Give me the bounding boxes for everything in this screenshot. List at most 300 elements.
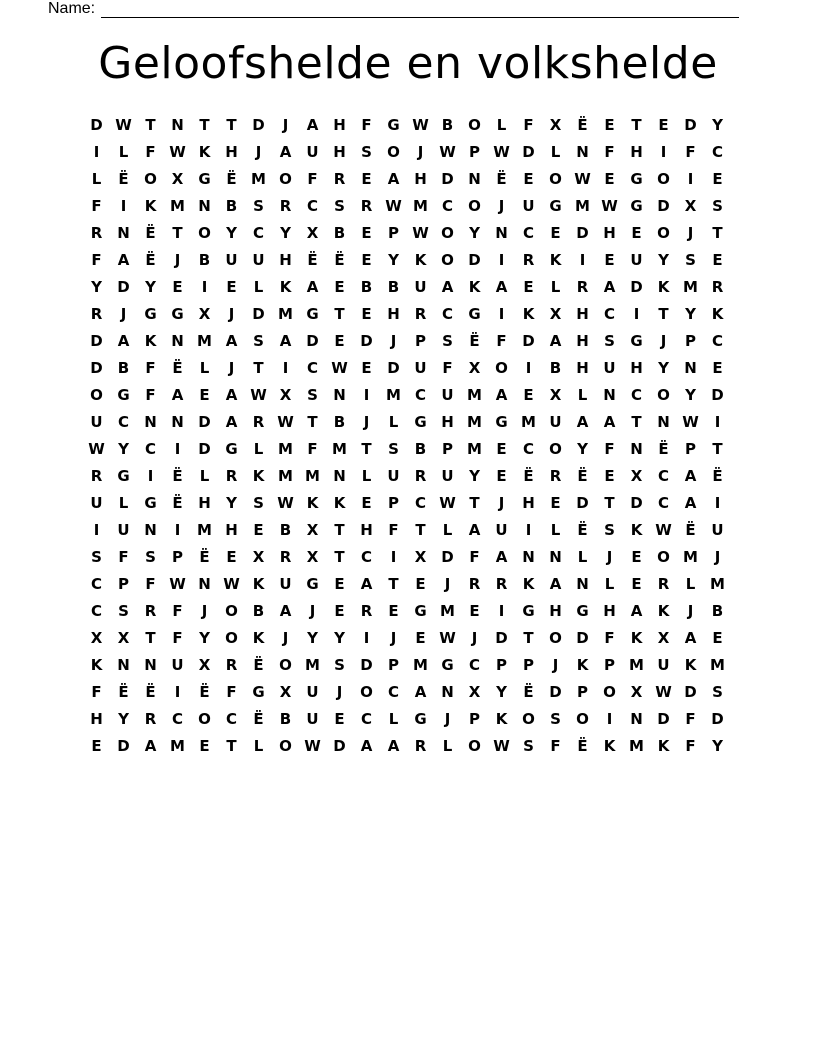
grid-letter[interactable]: L xyxy=(550,143,561,161)
grid-letter[interactable]: K xyxy=(657,737,670,755)
grid-letter[interactable]: C xyxy=(387,683,399,701)
grid-letter[interactable]: O xyxy=(441,224,454,242)
grid-letter[interactable]: O xyxy=(468,197,481,215)
grid-letter[interactable]: C xyxy=(522,224,534,242)
grid-letter[interactable]: H xyxy=(603,224,616,242)
grid-letter[interactable]: C xyxy=(657,494,669,512)
grid-letter[interactable]: U xyxy=(279,575,292,593)
grid-letter[interactable]: G xyxy=(306,575,319,593)
grid-letter[interactable]: A xyxy=(279,602,292,620)
grid-letter[interactable]: D xyxy=(198,440,211,458)
grid-letter[interactable]: R xyxy=(90,305,103,323)
grid-letter[interactable]: H xyxy=(333,143,346,161)
grid-letter[interactable]: G xyxy=(387,116,400,134)
grid-letter[interactable]: U xyxy=(306,710,319,728)
grid-letter[interactable]: G xyxy=(171,305,184,323)
grid-letter[interactable]: E xyxy=(361,494,372,512)
grid-letter[interactable]: A xyxy=(684,494,697,512)
grid-letter[interactable]: F xyxy=(685,143,696,161)
grid-letter[interactable]: Ë xyxy=(253,710,264,728)
grid-letter[interactable]: T xyxy=(415,521,426,539)
grid-letter[interactable]: W xyxy=(493,143,510,161)
grid-letter[interactable]: P xyxy=(118,575,129,593)
grid-letter[interactable]: M xyxy=(575,197,590,215)
grid-letter[interactable]: L xyxy=(550,521,561,539)
grid-letter[interactable]: K xyxy=(279,278,292,296)
grid-letter[interactable]: J xyxy=(714,548,721,566)
grid-letter[interactable]: P xyxy=(496,656,507,674)
grid-letter[interactable]: E xyxy=(496,467,507,485)
grid-letter[interactable]: W xyxy=(412,116,429,134)
grid-letter[interactable]: X xyxy=(117,629,130,647)
grid-letter[interactable]: Y xyxy=(118,710,129,728)
grid-letter[interactable]: O xyxy=(576,710,589,728)
grid-letter[interactable]: X xyxy=(684,197,697,215)
grid-letter[interactable]: W xyxy=(574,170,591,188)
grid-letter[interactable]: T xyxy=(145,629,156,647)
grid-letter[interactable]: M xyxy=(683,548,698,566)
grid-letter[interactable]: G xyxy=(225,440,238,458)
grid-letter[interactable]: J xyxy=(390,629,397,647)
grid-letter[interactable]: N xyxy=(630,710,643,728)
grid-letter[interactable]: R xyxy=(522,251,535,269)
grid-letter[interactable]: F xyxy=(118,548,129,566)
grid-letter[interactable]: J xyxy=(390,332,397,350)
grid-letter[interactable]: O xyxy=(198,224,211,242)
grid-letter[interactable]: I xyxy=(498,602,505,620)
grid-letter[interactable]: A xyxy=(495,278,508,296)
grid-letter[interactable]: O xyxy=(657,170,670,188)
grid-letter[interactable]: D xyxy=(576,224,589,242)
grid-letter[interactable]: D xyxy=(198,413,211,431)
grid-letter[interactable]: X xyxy=(171,170,184,188)
grid-letter[interactable]: E xyxy=(631,224,642,242)
grid-letter[interactable]: T xyxy=(388,575,399,593)
grid-letter[interactable]: S xyxy=(253,494,264,512)
grid-letter[interactable]: E xyxy=(361,224,372,242)
grid-letter[interactable]: D xyxy=(549,683,562,701)
grid-letter[interactable]: K xyxy=(684,656,697,674)
grid-letter[interactable]: O xyxy=(495,359,508,377)
grid-letter[interactable]: J xyxy=(444,710,451,728)
grid-letter[interactable]: U xyxy=(306,683,319,701)
grid-letter[interactable]: W xyxy=(169,575,186,593)
grid-letter[interactable]: A xyxy=(360,575,373,593)
grid-letter[interactable]: F xyxy=(604,143,615,161)
grid-letter[interactable]: Ë xyxy=(469,332,480,350)
grid-letter[interactable]: U xyxy=(603,359,616,377)
grid-letter[interactable]: O xyxy=(144,170,157,188)
grid-letter[interactable]: Ë xyxy=(496,170,507,188)
grid-letter[interactable]: S xyxy=(91,548,102,566)
grid-letter[interactable]: U xyxy=(630,251,643,269)
grid-letter[interactable]: W xyxy=(493,737,510,755)
grid-letter[interactable]: O xyxy=(603,683,616,701)
grid-letter[interactable]: F xyxy=(91,197,102,215)
grid-letter[interactable]: O xyxy=(360,683,373,701)
grid-letter[interactable]: X xyxy=(306,224,319,242)
grid-letter[interactable]: L xyxy=(199,359,210,377)
grid-letter[interactable]: T xyxy=(658,305,669,323)
grid-letter[interactable]: K xyxy=(549,251,562,269)
grid-letter[interactable]: S xyxy=(361,143,372,161)
grid-letter[interactable]: M xyxy=(629,737,644,755)
grid-letter[interactable]: F xyxy=(388,521,399,539)
grid-letter[interactable]: T xyxy=(469,494,480,512)
grid-letter[interactable]: J xyxy=(444,575,451,593)
grid-letter[interactable]: K xyxy=(576,656,589,674)
grid-letter[interactable]: U xyxy=(711,521,724,539)
grid-letter[interactable]: U xyxy=(414,359,427,377)
grid-letter[interactable]: J xyxy=(174,251,181,269)
grid-letter[interactable]: J xyxy=(255,143,262,161)
grid-letter[interactable]: A xyxy=(306,116,319,134)
grid-letter[interactable]: C xyxy=(414,494,426,512)
grid-letter[interactable]: O xyxy=(549,170,562,188)
grid-letter[interactable]: O xyxy=(522,710,535,728)
grid-letter[interactable]: N xyxy=(144,521,157,539)
grid-letter[interactable]: S xyxy=(604,521,615,539)
grid-letter[interactable]: F xyxy=(145,386,156,404)
grid-letter[interactable]: W xyxy=(601,197,618,215)
grid-letter[interactable]: L xyxy=(685,575,696,593)
grid-letter[interactable]: K xyxy=(144,197,157,215)
grid-letter[interactable]: E xyxy=(334,332,345,350)
grid-letter[interactable]: D xyxy=(522,332,535,350)
grid-letter[interactable]: S xyxy=(388,440,399,458)
grid-letter[interactable]: N xyxy=(576,143,589,161)
grid-letter[interactable]: R xyxy=(144,710,157,728)
grid-letter[interactable]: C xyxy=(144,440,156,458)
grid-letter[interactable]: W xyxy=(304,737,321,755)
grid-letter[interactable]: Y xyxy=(658,251,669,269)
grid-letter[interactable]: Y xyxy=(226,224,237,242)
grid-letter[interactable]: D xyxy=(117,278,130,296)
grid-letter[interactable]: P xyxy=(604,656,615,674)
grid-letter[interactable]: A xyxy=(387,737,400,755)
grid-letter[interactable]: L xyxy=(442,737,453,755)
grid-letter[interactable]: A xyxy=(576,413,589,431)
grid-letter[interactable]: L xyxy=(442,521,453,539)
grid-letter[interactable]: X xyxy=(657,629,670,647)
grid-letter[interactable]: B xyxy=(360,278,373,296)
grid-letter[interactable]: F xyxy=(496,332,507,350)
grid-letter[interactable]: B xyxy=(279,710,292,728)
grid-letter[interactable]: A xyxy=(495,386,508,404)
grid-letter[interactable]: G xyxy=(117,467,130,485)
grid-letter[interactable]: A xyxy=(684,629,697,647)
grid-letter[interactable]: Ë xyxy=(523,683,534,701)
grid-letter[interactable]: X xyxy=(252,548,265,566)
grid-letter[interactable]: Y xyxy=(685,305,696,323)
grid-letter[interactable]: W xyxy=(655,521,672,539)
grid-letter[interactable]: C xyxy=(441,305,453,323)
grid-letter[interactable]: T xyxy=(604,494,615,512)
grid-letter[interactable]: D xyxy=(252,116,265,134)
grid-letter[interactable]: A xyxy=(495,548,508,566)
grid-letter[interactable]: L xyxy=(118,143,129,161)
grid-letter[interactable]: W xyxy=(169,143,186,161)
grid-letter[interactable]: A xyxy=(225,332,238,350)
grid-letter[interactable]: S xyxy=(442,332,453,350)
grid-letter[interactable]: P xyxy=(388,656,399,674)
grid-letter[interactable]: Ë xyxy=(145,224,156,242)
grid-letter[interactable]: X xyxy=(306,548,319,566)
name-input-line[interactable] xyxy=(101,2,739,18)
grid-letter[interactable]: M xyxy=(629,656,644,674)
grid-letter[interactable]: M xyxy=(197,521,212,539)
grid-letter[interactable]: P xyxy=(685,332,696,350)
grid-letter[interactable]: L xyxy=(361,467,372,485)
grid-letter[interactable]: E xyxy=(550,224,561,242)
grid-letter[interactable]: W xyxy=(385,197,402,215)
grid-letter[interactable]: W xyxy=(223,575,240,593)
grid-letter[interactable]: C xyxy=(711,332,723,350)
grid-letter[interactable]: J xyxy=(228,359,235,377)
grid-letter[interactable]: O xyxy=(549,629,562,647)
grid-letter[interactable]: P xyxy=(469,710,480,728)
grid-letter[interactable]: G xyxy=(630,197,643,215)
grid-letter[interactable]: A xyxy=(279,143,292,161)
grid-letter[interactable]: M xyxy=(467,440,482,458)
grid-letter[interactable]: E xyxy=(712,359,723,377)
grid-letter[interactable]: D xyxy=(333,737,346,755)
grid-letter[interactable]: E xyxy=(334,602,345,620)
grid-letter[interactable]: B xyxy=(198,251,211,269)
grid-letter[interactable]: M xyxy=(278,305,293,323)
grid-letter[interactable]: E xyxy=(361,251,372,269)
grid-letter[interactable]: K xyxy=(414,251,427,269)
grid-letter[interactable]: I xyxy=(714,413,721,431)
grid-letter[interactable]: D xyxy=(576,494,589,512)
grid-letter[interactable]: I xyxy=(363,386,370,404)
grid-letter[interactable]: N xyxy=(144,656,157,674)
grid-letter[interactable]: D xyxy=(630,494,643,512)
grid-letter[interactable]: Y xyxy=(145,278,156,296)
grid-letter[interactable]: M xyxy=(251,170,266,188)
grid-letter[interactable]: F xyxy=(604,629,615,647)
grid-letter[interactable]: I xyxy=(93,521,100,539)
grid-letter[interactable]: K xyxy=(522,305,535,323)
grid-letter[interactable]: G xyxy=(414,710,427,728)
grid-letter[interactable]: F xyxy=(145,143,156,161)
grid-letter[interactable]: M xyxy=(170,737,185,755)
grid-letter[interactable]: H xyxy=(603,602,616,620)
grid-letter[interactable]: G xyxy=(252,683,265,701)
grid-letter[interactable]: A xyxy=(225,413,238,431)
grid-letter[interactable]: D xyxy=(90,332,103,350)
grid-letter[interactable]: X xyxy=(549,116,562,134)
grid-letter[interactable]: Ë xyxy=(523,467,534,485)
grid-letter[interactable]: I xyxy=(93,143,100,161)
grid-letter[interactable]: E xyxy=(334,710,345,728)
grid-letter[interactable]: S xyxy=(550,710,561,728)
grid-letter[interactable]: N xyxy=(198,575,211,593)
grid-letter[interactable]: D xyxy=(90,359,103,377)
grid-letter[interactable]: H xyxy=(225,143,238,161)
grid-letter[interactable]: Y xyxy=(118,440,129,458)
grid-letter[interactable]: G xyxy=(414,602,427,620)
grid-letter[interactable]: S xyxy=(118,602,129,620)
grid-letter[interactable]: H xyxy=(522,494,535,512)
grid-letter[interactable]: S xyxy=(712,197,723,215)
grid-letter[interactable]: H xyxy=(441,413,454,431)
grid-letter[interactable]: Ë xyxy=(253,656,264,674)
grid-letter[interactable]: M xyxy=(683,278,698,296)
grid-letter[interactable]: Ë xyxy=(226,170,237,188)
grid-letter[interactable]: A xyxy=(117,251,130,269)
grid-letter[interactable]: T xyxy=(172,224,183,242)
grid-letter[interactable]: J xyxy=(120,305,127,323)
grid-letter[interactable]: U xyxy=(657,656,670,674)
grid-letter[interactable]: C xyxy=(360,710,372,728)
grid-letter[interactable]: R xyxy=(549,467,562,485)
grid-letter[interactable]: A xyxy=(468,521,481,539)
grid-letter[interactable]: C xyxy=(90,602,102,620)
grid-letter[interactable]: R xyxy=(144,602,157,620)
grid-letter[interactable]: E xyxy=(496,440,507,458)
grid-letter[interactable]: E xyxy=(91,737,102,755)
grid-letter[interactable]: B xyxy=(279,521,292,539)
grid-letter[interactable]: M xyxy=(278,440,293,458)
name-field[interactable] xyxy=(48,0,739,18)
grid-letter[interactable]: I xyxy=(606,710,613,728)
grid-letter[interactable]: F xyxy=(172,602,183,620)
grid-letter[interactable]: C xyxy=(711,143,723,161)
grid-letter[interactable]: I xyxy=(633,305,640,323)
grid-letter[interactable]: N xyxy=(144,413,157,431)
grid-letter[interactable]: A xyxy=(360,737,373,755)
grid-letter[interactable]: G xyxy=(630,170,643,188)
grid-letter[interactable]: L xyxy=(577,386,588,404)
grid-letter[interactable]: N xyxy=(549,548,562,566)
grid-letter[interactable]: P xyxy=(469,143,480,161)
grid-letter[interactable]: E xyxy=(199,737,210,755)
grid-letter[interactable]: H xyxy=(576,305,589,323)
grid-letter[interactable]: W xyxy=(88,440,105,458)
grid-letter[interactable]: F xyxy=(226,683,237,701)
grid-letter[interactable]: J xyxy=(687,602,694,620)
grid-letter[interactable]: B xyxy=(117,359,130,377)
grid-letter[interactable]: M xyxy=(278,467,293,485)
grid-letter[interactable]: Y xyxy=(91,278,102,296)
grid-letter[interactable]: K xyxy=(252,467,265,485)
grid-letter[interactable]: H xyxy=(225,521,238,539)
grid-letter[interactable]: L xyxy=(253,278,264,296)
grid-letter[interactable]: S xyxy=(145,548,156,566)
grid-letter[interactable]: T xyxy=(199,116,210,134)
grid-letter[interactable]: D xyxy=(441,170,454,188)
grid-letter[interactable]: U xyxy=(90,494,103,512)
grid-letter[interactable]: U xyxy=(522,197,535,215)
grid-letter[interactable]: N xyxy=(333,467,346,485)
grid-letter[interactable]: I xyxy=(363,629,370,647)
grid-letter[interactable]: T xyxy=(226,116,237,134)
grid-letter[interactable]: K xyxy=(144,332,157,350)
grid-letter[interactable]: H xyxy=(630,143,643,161)
grid-letter[interactable]: A xyxy=(684,467,697,485)
grid-letter[interactable]: E xyxy=(388,602,399,620)
grid-letter[interactable]: F xyxy=(307,440,318,458)
grid-letter[interactable]: X xyxy=(630,683,643,701)
grid-letter[interactable]: L xyxy=(577,548,588,566)
grid-letter[interactable]: N xyxy=(684,359,697,377)
grid-letter[interactable]: C xyxy=(360,548,372,566)
grid-letter[interactable]: X xyxy=(414,548,427,566)
grid-letter[interactable]: S xyxy=(334,656,345,674)
grid-letter[interactable]: D xyxy=(117,737,130,755)
grid-letter[interactable]: C xyxy=(225,710,237,728)
grid-letter[interactable]: C xyxy=(252,224,264,242)
grid-letter[interactable]: H xyxy=(387,305,400,323)
grid-letter[interactable]: N xyxy=(468,170,481,188)
grid-letter[interactable]: T xyxy=(334,521,345,539)
grid-letter[interactable]: W xyxy=(655,683,672,701)
grid-letter[interactable]: K xyxy=(252,575,265,593)
grid-letter[interactable]: M xyxy=(386,386,401,404)
grid-letter[interactable]: K xyxy=(198,143,211,161)
grid-letter[interactable]: A xyxy=(144,737,157,755)
grid-letter[interactable]: X xyxy=(468,683,481,701)
grid-letter[interactable]: Y xyxy=(226,494,237,512)
grid-letter[interactable]: W xyxy=(682,413,699,431)
grid-letter[interactable]: Y xyxy=(685,386,696,404)
grid-letter[interactable]: Ë xyxy=(577,467,588,485)
grid-letter[interactable]: K xyxy=(252,629,265,647)
grid-letter[interactable]: Ë xyxy=(172,467,183,485)
grid-letter[interactable]: G xyxy=(576,602,589,620)
grid-letter[interactable]: A xyxy=(414,683,427,701)
grid-letter[interactable]: D xyxy=(630,278,643,296)
grid-letter[interactable]: J xyxy=(687,224,694,242)
grid-letter[interactable]: I xyxy=(390,548,397,566)
grid-letter[interactable]: F xyxy=(550,737,561,755)
grid-letter[interactable]: N xyxy=(441,683,454,701)
grid-letter[interactable]: R xyxy=(252,413,265,431)
grid-letter[interactable]: G xyxy=(549,197,562,215)
grid-letter[interactable]: X xyxy=(279,683,292,701)
grid-letter[interactable]: J xyxy=(309,602,316,620)
grid-letter[interactable]: Ë xyxy=(145,683,156,701)
grid-letter[interactable]: E xyxy=(604,467,615,485)
grid-letter[interactable]: M xyxy=(413,197,428,215)
grid-letter[interactable]: L xyxy=(496,116,507,134)
grid-letter[interactable]: Ë xyxy=(199,683,210,701)
grid-letter[interactable]: B xyxy=(441,116,454,134)
grid-letter[interactable]: T xyxy=(307,413,318,431)
grid-letter[interactable]: E xyxy=(199,386,210,404)
grid-letter[interactable]: Y xyxy=(388,251,399,269)
grid-letter[interactable]: E xyxy=(334,575,345,593)
grid-letter[interactable]: D xyxy=(684,116,697,134)
grid-letter[interactable]: K xyxy=(522,575,535,593)
grid-letter[interactable]: H xyxy=(576,359,589,377)
grid-letter[interactable]: X xyxy=(198,656,211,674)
grid-letter[interactable]: O xyxy=(225,602,238,620)
grid-letter[interactable]: N xyxy=(576,575,589,593)
grid-letter[interactable]: D xyxy=(387,359,400,377)
grid-letter[interactable]: S xyxy=(523,737,534,755)
grid-letter[interactable]: I xyxy=(498,305,505,323)
grid-letter[interactable]: F xyxy=(307,170,318,188)
grid-letter[interactable]: Y xyxy=(199,629,210,647)
grid-letter[interactable]: N xyxy=(171,413,184,431)
grid-letter[interactable]: A xyxy=(603,278,616,296)
grid-letter[interactable]: C xyxy=(171,710,183,728)
grid-letter[interactable]: U xyxy=(117,521,130,539)
grid-letter[interactable]: F xyxy=(91,251,102,269)
grid-letter[interactable]: M xyxy=(413,656,428,674)
